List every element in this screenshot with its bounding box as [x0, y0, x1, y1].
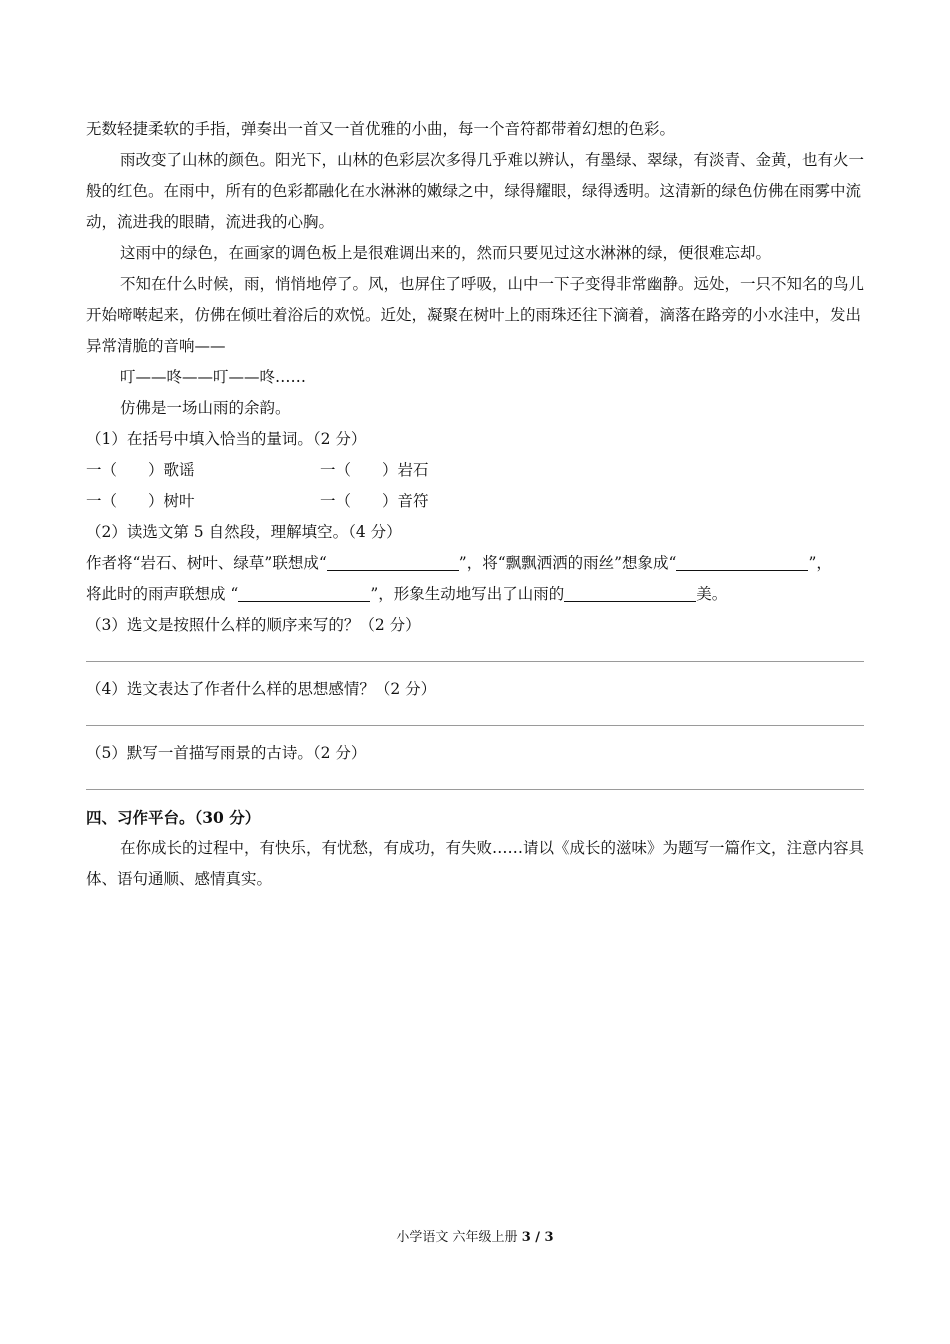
section-4-prompt: 在你成长的过程中，有快乐，有忧愁，有成功，有失败……请以《成长的滋味》为题写一篇作文，注意内容具体、语句通顺、感情真实。 [86, 839, 865, 888]
question-5: （5）默写一首描写雨景的古诗。（2 分） [86, 744, 367, 762]
fill-blank[interactable] [676, 551, 808, 571]
passage-paragraph-4: 叮——咚——叮——咚…… [120, 368, 307, 386]
answer-line-5[interactable] [86, 775, 864, 790]
question-2: （2）读选文第 5 自然段，理解填空。（4 分） [86, 523, 402, 541]
fill-blank[interactable] [327, 551, 459, 571]
question-2-line-2: 将此时的雨声联想成 “ ”，形象生动地写出了山雨的 美。 [86, 579, 864, 610]
question-2-line-1: 作者将“岩石、树叶、绿草”联想成“ ”，将“飘飘洒洒的雨丝”想象成“ ”， [86, 548, 864, 579]
footer-label: 小学语文 六年级上册 [396, 1230, 518, 1245]
fill-blank[interactable] [564, 582, 696, 602]
measure-word-item[interactable]: 一（ ）岩石 [320, 461, 429, 479]
page-content [86, 114, 864, 895]
page-footer [0, 1228, 950, 1248]
measure-word-item[interactable]: 一（ ）音符 [320, 492, 429, 510]
passage-paragraph-1: 雨改变了山林的颜色。阳光下，山林的色彩层次多得几乎难以辨认，有墨绿、翠绿，有淡青、金黄，也有火一般的红色。在雨中，所有的色彩都融化在水淋淋的嫩绿之中，绿得耀眼，绿得透明。这清新的绿色仿佛在雨雾中流动，流进我的眼睛，流进我的心胸。 [86, 151, 865, 231]
passage-paragraph-2: 这雨中的绿色，在画家的调色板上是很难调出来的，然而只要见过这水淋淋的绿，便很难忘却。 [120, 244, 772, 262]
page-number: 3 / 3 [521, 1230, 554, 1245]
question-3: （3）选文是按照什么样的顺序来写的？（2 分） [86, 616, 421, 634]
question-4: （4）选文表达了作者什么样的思想感情？（2 分） [86, 680, 437, 698]
passage-paragraph-5: 仿佛是一场山雨的余韵。 [120, 399, 291, 417]
passage-paragraph-0: 无数轻捷柔软的手指，弹奏出一首又一首优雅的小曲，每一个音符都带着幻想的色彩。 [86, 120, 676, 138]
passage-paragraph-3: 不知在什么时候，雨，悄悄地停了。风，也屏住了呼吸，山中一下子变得非常幽静。远处，一只不知名的鸟儿开始啼啭起来，仿佛在倾吐着浴后的欢悦。近处，凝聚在树叶上的雨珠还往下滴着，滴落在路旁的小水洼中，发出异常清脆的音响—— [86, 275, 865, 355]
question-1: （1）在括号中填入恰当的量词。（2 分） [86, 430, 367, 448]
answer-line-3[interactable] [86, 647, 864, 662]
question-1-row-2 [86, 486, 864, 517]
question-1-row-1 [86, 455, 864, 486]
measure-word-item[interactable]: 一（ ）树叶 [86, 492, 195, 510]
measure-word-item[interactable]: 一（ ）歌谣 [86, 461, 195, 479]
fill-blank[interactable] [238, 582, 370, 602]
answer-line-4[interactable] [86, 711, 864, 726]
section-4-title: 四、习作平台。（30 分） [86, 808, 261, 827]
